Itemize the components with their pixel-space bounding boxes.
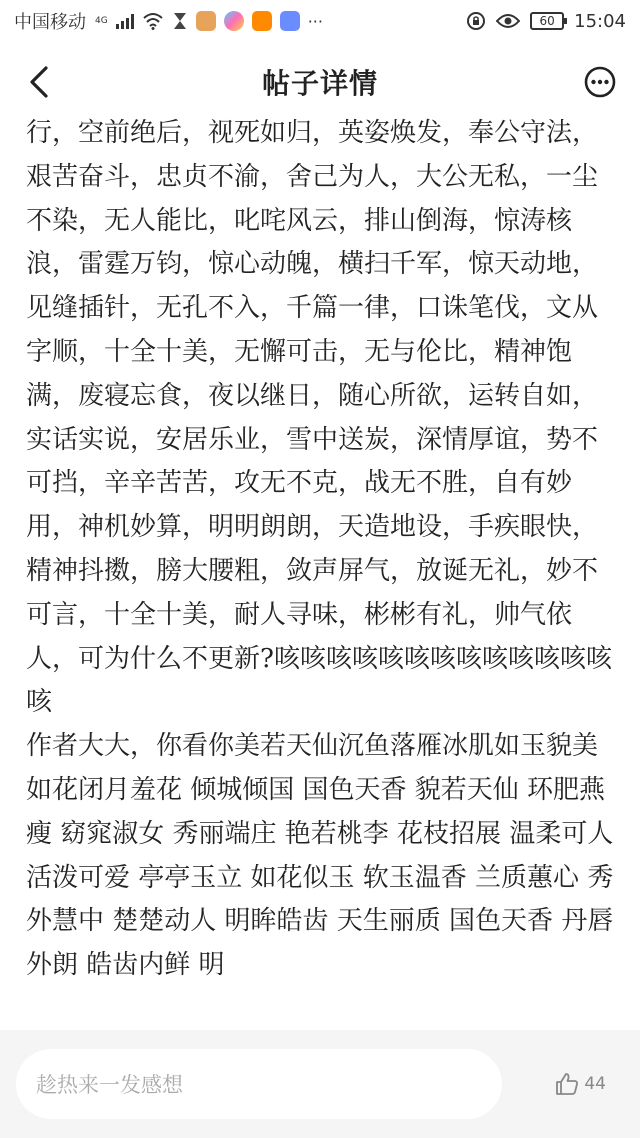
comment-placeholder: 趁热来一发感想	[36, 1073, 183, 1097]
rotation-lock-icon	[466, 11, 486, 31]
page-title: 帖子详情	[261, 67, 378, 100]
more-notifications-icon: ···	[307, 11, 323, 31]
music-app-icon	[280, 11, 300, 31]
hourglass-icon	[172, 11, 188, 31]
signal-icon	[116, 13, 134, 29]
chevron-left-icon	[22, 64, 58, 100]
bottom-comment-bar	[0, 1030, 640, 1138]
battery-icon: 60	[530, 12, 564, 30]
post-paragraph: 作者大大，你看你美若天仙沉鱼落雁冰肌如玉貌美如花闭月羞花 倾城倾国 国色天香 貌若天仙 环肥燕瘦 窈窕淑女 秀丽端庄 艳若桃李 花枝招展 温柔可人 活泼可爱 亭亭玉立 如花似玉 软玉温香 兰质蕙心 秀外慧中 楚楚动人 明眸皓齿 天生丽质 国色天香 丹唇外朗 皓齿内鲜 明	[26, 731, 622, 981]
eye-comfort-icon	[496, 12, 520, 30]
navigation-header	[0, 42, 640, 122]
post-content[interactable]	[0, 112, 640, 1030]
status-bar	[0, 0, 640, 42]
like-count: 44	[584, 1074, 606, 1094]
app-avatar-icon	[196, 11, 216, 31]
network-type: 4G	[95, 16, 108, 26]
status-time: 15:04	[574, 10, 626, 32]
more-options-button[interactable]	[582, 64, 618, 100]
like-button[interactable]	[554, 1071, 606, 1097]
post-paragraph: 行，空前绝后，视死如归，英姿焕发，奉公守法，艰苦奋斗，忠贞不渝，舍己为人，大公无私，一尘不染，无人能比，叱咤风云，排山倒海，惊涛核浪，雷霆万钧，惊心动魄，横扫千军，惊天动地，见缝插针，无孔不入，千篇一律，口诛笔伐，文从字顺，十全十美，无懈可击，无与伦比，精神饱满，废寝忘食，夜以继日，随心所欲，运转自如，实话实说，安居乐业，雪中送炭，深情厚谊，势不可挡，辛辛苦苦，攻无不克，战无不胜，自有妙用，神机妙算，明明朗朗，天造地设，手疾眼快，精神抖擞，膀大腰粗，敛声屏气，放诞无礼，妙不可言，十全十美，耐人寻味，彬彬有礼，帅气依人，可为什么不更新?咳咳咳咳咳咳咳咳咳咳咳咳咳咳	[26, 118, 612, 718]
back-button[interactable]	[22, 64, 58, 100]
comment-input[interactable]	[16, 1049, 502, 1119]
thumbs-up-icon	[554, 1071, 580, 1097]
status-left	[14, 8, 466, 34]
more-options-icon	[582, 64, 618, 100]
app-color-icon	[224, 11, 244, 31]
wifi-icon	[142, 12, 164, 30]
carrier-name: 中国移动	[14, 12, 86, 33]
status-right	[466, 11, 626, 32]
video-app-icon	[252, 11, 272, 31]
